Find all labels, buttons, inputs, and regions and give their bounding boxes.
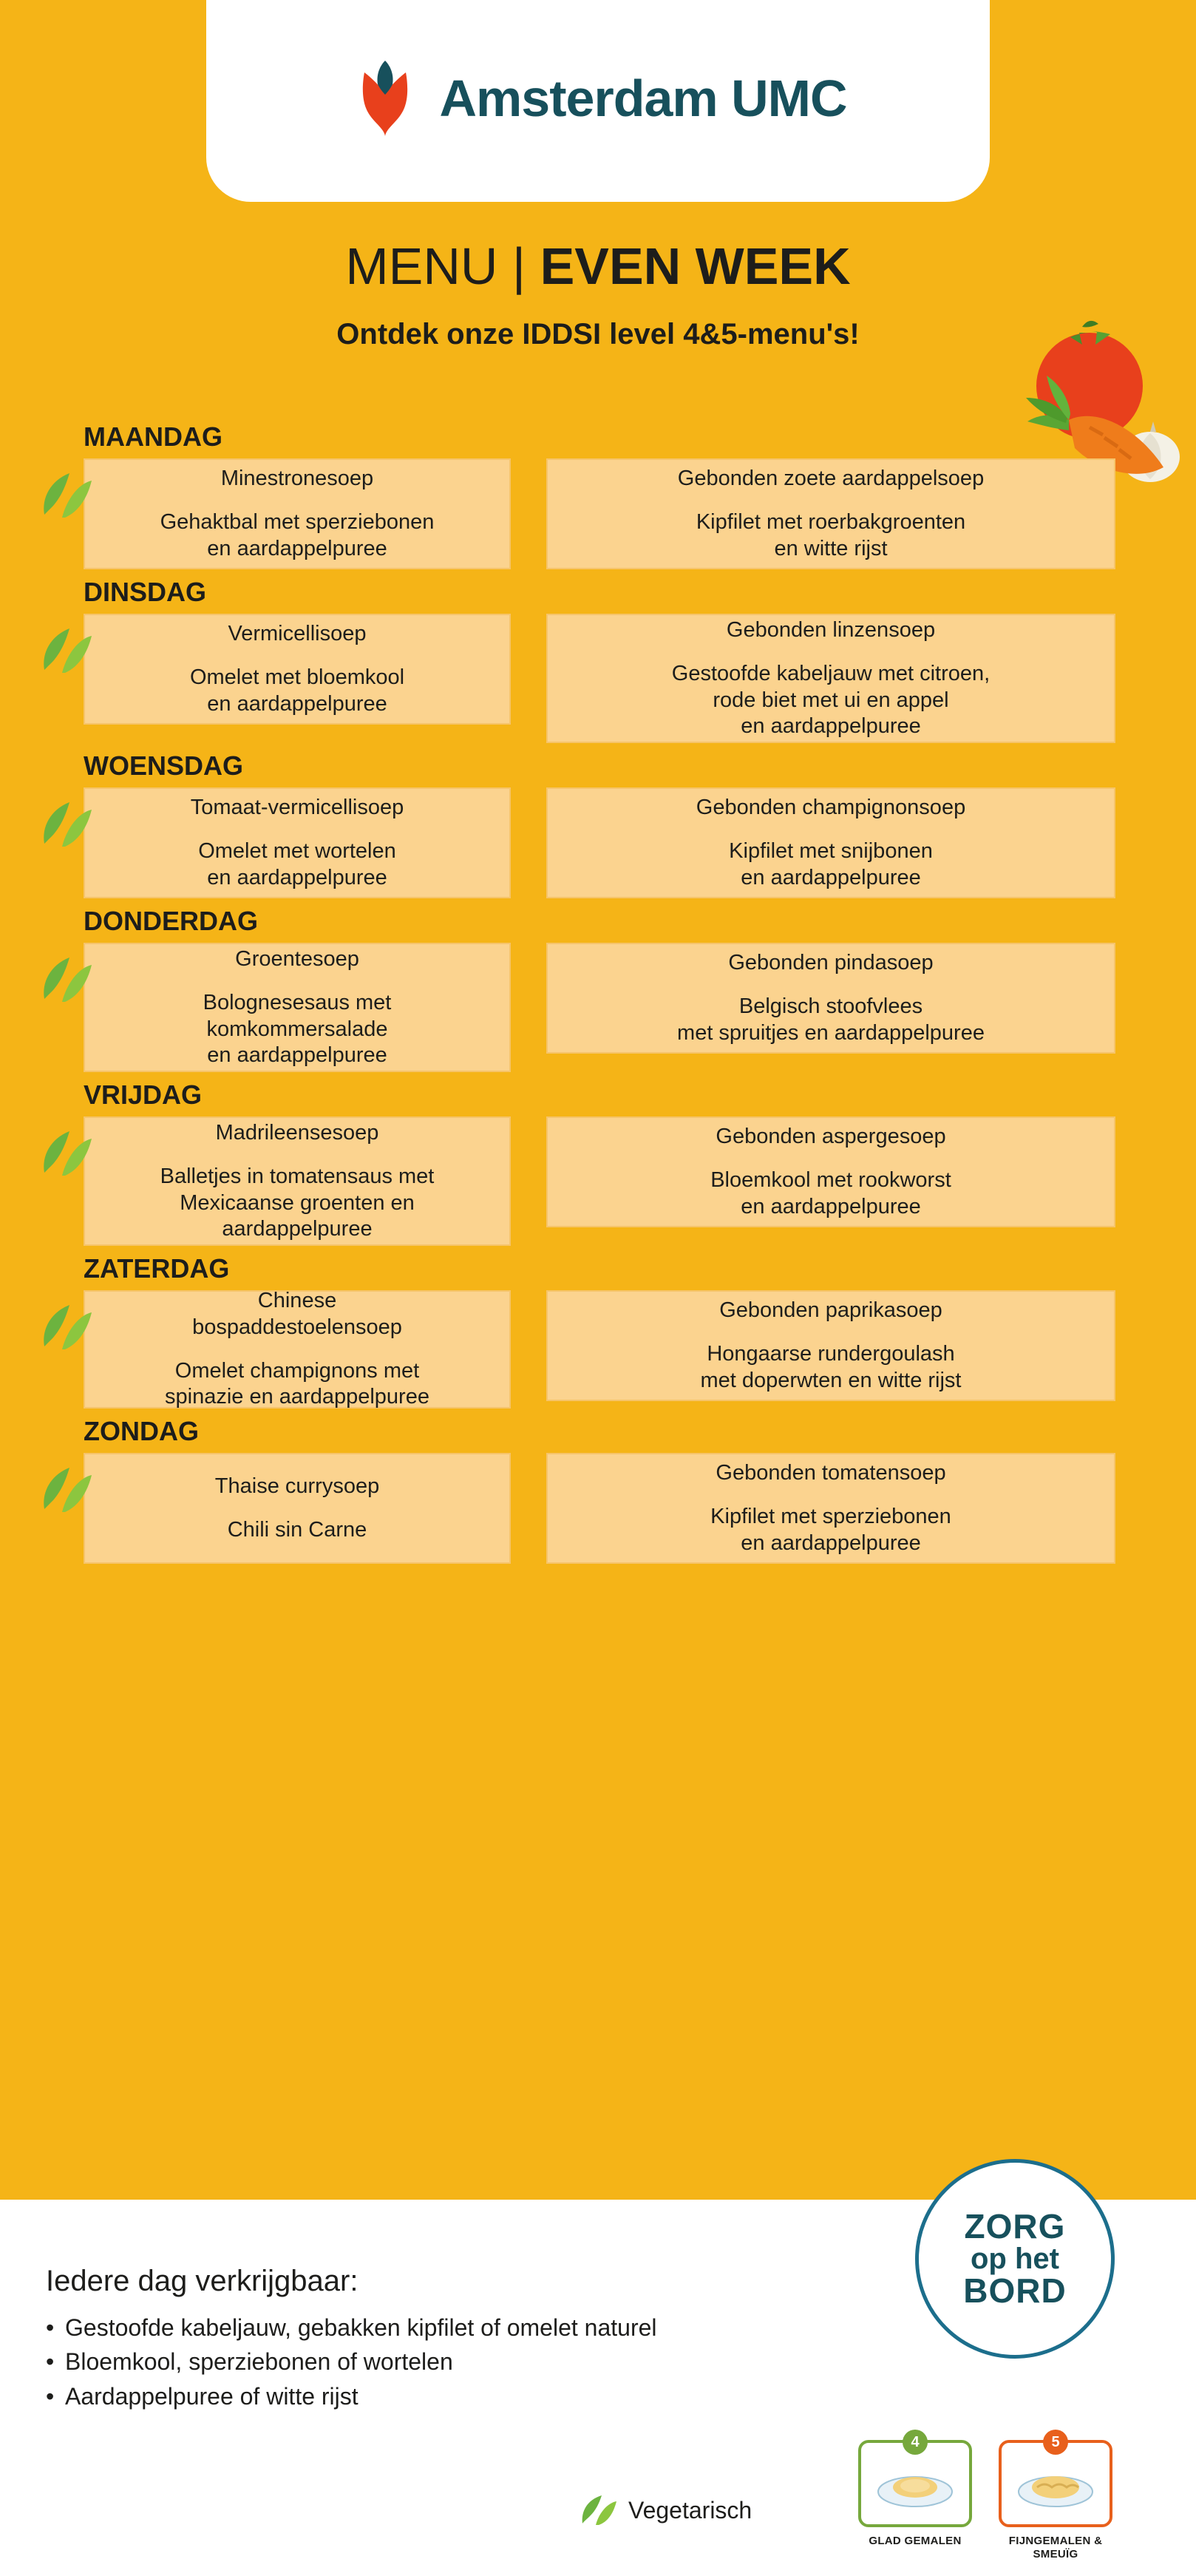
day-cards [84, 1453, 1196, 1564]
vegetarian-legend [577, 2489, 752, 2532]
day-title: MAANDAG [84, 421, 222, 452]
leaf-icon [37, 1462, 95, 1515]
main-dish-name: Kipfilet met sperziebonen en aardappelpuree [710, 1505, 951, 1555]
logo-card [206, 0, 990, 202]
bullet-icon: • [46, 2348, 55, 2376]
main-dish-name: Bolognesesaus met komkommersalade en aardappelpuree [203, 991, 392, 1067]
day-title: WOENSDAG [84, 750, 243, 781]
iddsi-label: FIJNGEMALEN & SMEUÏG [1008, 2535, 1103, 2560]
main-dish-name: Kipfilet met snijbonen en aardappelpuree [729, 839, 933, 889]
day-title: ZATERDAG [84, 1253, 230, 1284]
iddsi-level-5 [996, 2433, 1115, 2561]
soup-name: Gebonden tomatensoep [716, 1460, 946, 1485]
leaf-icon [577, 2489, 618, 2532]
day-cards [84, 458, 1196, 569]
main-dish-name: Balletjes in tomatensaus met Mexicaanse groenten en aardappelpuree [160, 1165, 435, 1241]
list-item [46, 2345, 657, 2379]
main-dish-name: Bloemkool met rookworst en aardappelpuree [710, 1168, 951, 1218]
soup-name: Chinese bospaddestoelensoep [192, 1289, 402, 1339]
bullet-icon: • [46, 2314, 55, 2341]
list-item [46, 2311, 657, 2345]
day-cards [84, 614, 1196, 743]
iddsi-number: 5 [1043, 2430, 1068, 2455]
vegetarian-menu-card [84, 1453, 511, 1564]
vegetarian-menu-card [84, 943, 511, 1072]
day-cards [84, 787, 1196, 898]
soup-name: Gebonden linzensoep [726, 617, 936, 642]
menu-day [0, 906, 1196, 1072]
main-dish-name: Omelet met wortelen en aardappelpuree [198, 839, 396, 889]
soup-name: Madrileensesoep [215, 1120, 379, 1145]
main-dish-name: Omelet champignons met spinazie en aardappelpuree [165, 1359, 429, 1409]
vegetarian-menu-card [84, 1290, 511, 1409]
day-cards [84, 1290, 1196, 1409]
soup-name: Gebonden zoete aardappelsoep [677, 466, 985, 490]
soup-name: Gebonden aspergesoep [716, 1124, 946, 1148]
regular-menu-card [546, 458, 1115, 569]
page-title-menu: MENU [345, 237, 498, 295]
list-item-label: Aardappelpuree of witte rijst [65, 2382, 359, 2410]
leaf-icon [37, 1299, 95, 1352]
list-item [46, 2379, 657, 2413]
menu-day [0, 1416, 1196, 1564]
soup-name: Thaise currysoep [214, 1474, 380, 1498]
brand-name: Amsterdam UMC [439, 69, 847, 127]
zorg-op-het-bord-badge [915, 2159, 1115, 2359]
badge-line-1: ZORG [964, 2206, 1066, 2245]
day-title: DINSDAG [84, 577, 207, 607]
page-title-week: EVEN WEEK [540, 237, 851, 295]
soup-name: Groentesoep [235, 946, 359, 971]
soup-name: Gebonden pindasoep [728, 950, 934, 975]
list-item-label: Gestoofde kabeljauw, gebakken kipfilet of omelet naturel [65, 2314, 657, 2341]
iddsi-levels [856, 2433, 1115, 2561]
page-title-divider: | [497, 237, 540, 295]
day-title: DONDERDAG [84, 906, 259, 936]
leaf-icon [37, 1125, 95, 1179]
day-cards [84, 1116, 1196, 1246]
iddsi-number: 4 [903, 2430, 928, 2455]
main-dish-name: Chili sin Carne [227, 1518, 367, 1542]
soup-name: Gebonden paprikasoep [719, 1298, 942, 1322]
leaf-icon [37, 952, 95, 1005]
iddsi-icon [858, 2433, 972, 2527]
page-subtitle: Ontdek onze IDDSI level 4&5-menu's! [336, 318, 860, 350]
menu-day [0, 750, 1196, 898]
regular-menu-card [546, 787, 1115, 898]
day-title: VRIJDAG [84, 1079, 203, 1110]
soup-name: Gebonden champignonsoep [696, 795, 966, 819]
menu-days-list [0, 421, 1196, 1571]
iddsi-level-4 [856, 2433, 974, 2561]
main-dish-name: Belgisch stoofvlees met spruitjes en aardappelpuree [677, 994, 985, 1045]
regular-menu-card [546, 1116, 1115, 1227]
soup-name: Vermicellisoep [228, 621, 367, 645]
regular-menu-card [546, 1290, 1115, 1401]
menu-day [0, 1253, 1196, 1409]
day-cards [84, 943, 1196, 1072]
leaf-icon [37, 467, 95, 521]
badge-line-3: BORD [963, 2271, 1067, 2311]
vegetarian-menu-card [84, 614, 511, 725]
main-dish-name: Kipfilet met roerbakgroenten en witte rijst [696, 510, 966, 560]
available-title: Iedere dag verkrijgbaar: [46, 2265, 359, 2297]
menu-day [0, 1079, 1196, 1246]
list-item-label: Bloemkool, sperziebonen of wortelen [65, 2348, 453, 2376]
regular-menu-card [546, 943, 1115, 1054]
leaf-icon [37, 796, 95, 850]
menu-day [0, 421, 1196, 569]
tulip-logo-icon [350, 59, 421, 138]
main-dish-name: Gehaktbal met sperziebonen en aardappelpuree [160, 510, 435, 560]
soup-name: Minestronesoep [220, 466, 374, 490]
bullet-icon: • [46, 2382, 55, 2410]
vegetarian-legend-label: Vegetarisch [628, 2497, 752, 2524]
menu-day [0, 577, 1196, 743]
vegetarian-menu-card [84, 1116, 511, 1246]
main-dish-name: Hongaarse rundergoulash met doperwten en witte rijst [700, 1342, 962, 1392]
iddsi-label: GLAD GEMALEN [869, 2535, 962, 2547]
badge-line-2: op het [971, 2242, 1059, 2275]
leaf-icon [37, 623, 95, 676]
regular-menu-card [546, 614, 1115, 743]
regular-menu-card [546, 1453, 1115, 1564]
page-title [0, 237, 1196, 296]
vegetarian-menu-card [84, 787, 511, 898]
available-items-list [46, 2311, 657, 2413]
main-dish-name: Omelet met bloemkool en aardappelpuree [189, 665, 405, 716]
iddsi-icon [999, 2433, 1112, 2527]
soup-name: Tomaat-vermicellisoep [190, 795, 404, 819]
main-dish-name: Gestoofde kabeljauw met citroen, rode biet met ui en appel en aardappelpuree [671, 662, 991, 738]
vegetarian-menu-card [84, 458, 511, 569]
day-title: ZONDAG [84, 1416, 199, 1446]
